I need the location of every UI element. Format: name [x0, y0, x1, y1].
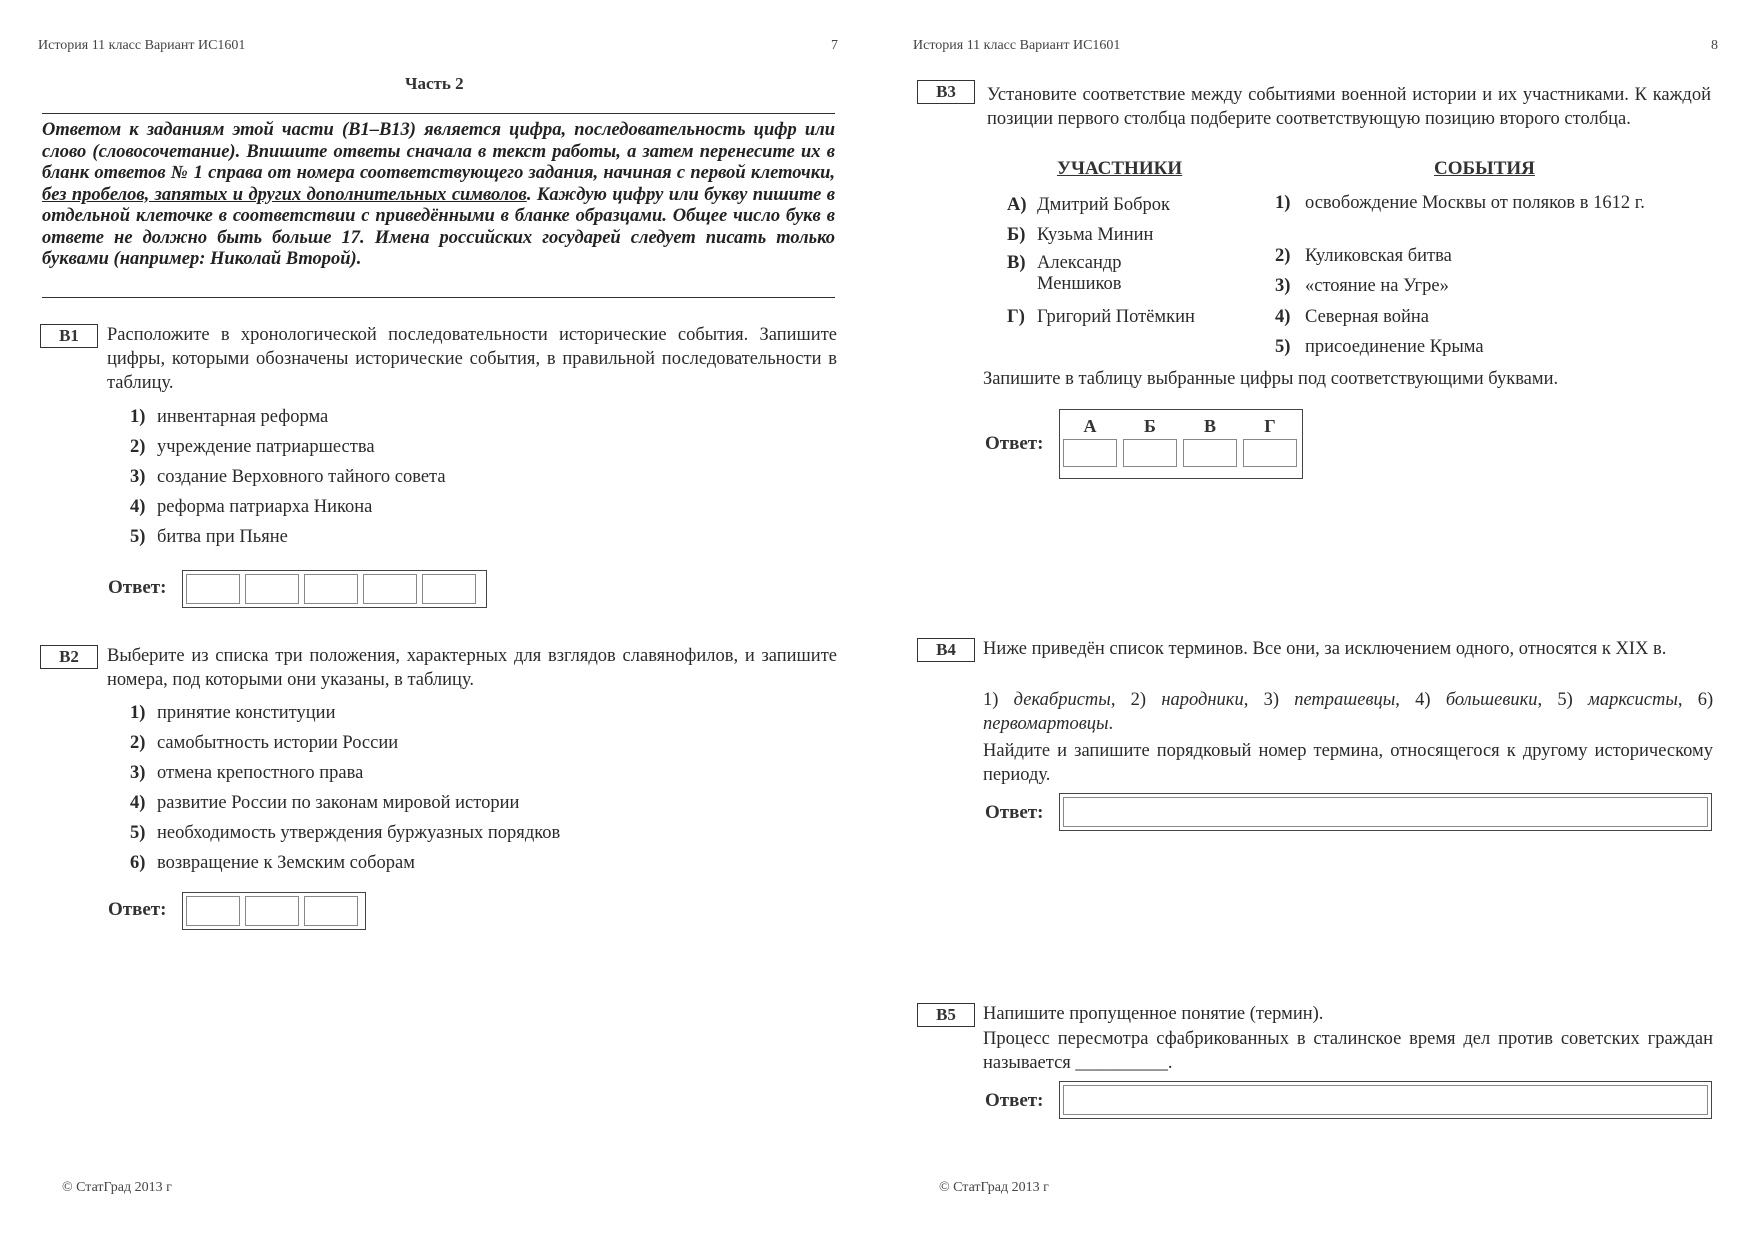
b5-answer-field[interactable] [1059, 1081, 1712, 1119]
participant-item: Г) Григорий Потёмкин [1007, 307, 1195, 327]
answer-label: Ответ: [985, 433, 1044, 454]
answer-cell[interactable] [245, 896, 299, 926]
b4-answer-field[interactable] [1059, 793, 1712, 831]
event-item: 4) Северная война [1275, 307, 1429, 327]
b1-answer-field[interactable] [182, 570, 487, 608]
option-item: 3) создание Верховного тайного совета [130, 467, 446, 487]
option-item: 1) принятие конституции [130, 703, 336, 723]
table-header-row [1063, 413, 1299, 439]
event-item: 2) Куликовская битва [1275, 246, 1452, 266]
event-item: 5) присоединение Крыма [1275, 337, 1484, 357]
option-item: 6) возвращение к Земским соборам [130, 853, 415, 873]
page-footer: © СтатГрад 2013 г [939, 1180, 1049, 1195]
b5-sentence: Процесс пересмотра сфабрикованных в сталинское время дел против советских граждан называется __________. [983, 1029, 1713, 1073]
task-tag-b2: В2 [40, 645, 98, 669]
participants-heading: УЧАСТНИКИ [1057, 158, 1183, 179]
answer-cell[interactable] [1123, 439, 1177, 467]
task-b3-text: Установите соответствие между событиями военной истории и их участниками. К каждой позиции первого столбца подберите соответствующую позицию второго столбца. [987, 85, 1711, 129]
part-title: Часть 2 [405, 74, 464, 93]
answer-label: Ответ: [985, 1090, 1044, 1111]
b3-answer-table[interactable] [1059, 409, 1303, 479]
task-tag-b5: В5 [917, 1003, 975, 1027]
answer-cell[interactable] [1063, 439, 1117, 467]
task-tag-b4: В4 [917, 638, 975, 662]
answer-cell[interactable] [245, 574, 299, 604]
option-item: 2) учреждение патриаршества [130, 437, 375, 457]
table-answer-row [1063, 439, 1299, 467]
participant-item: В) Александр Меншиков [1007, 253, 1122, 294]
task-b2-text: Выберите из списка три положения, характерных для взглядов славянофилов, и запишите номера, под которыми они указаны, в таблицу. [107, 646, 837, 690]
answer-label: Ответ: [108, 577, 167, 598]
participant-item: А) Дмитрий Боброк [1007, 195, 1170, 215]
part-instructions: Ответом к заданиям этой части (В1–В13) является цифра, последовательность цифр или слово (словосочетание). Впишите ответы сначала в текст работы, а затем перенесите их в бланк ответов № 1 справа от номера соответствующего задания, начиная с первой клеточки, без пробелов, запятых и других дополнительных символов. Каждую цифру или букву пишите в отдельной клеточке в соответствии с приведёнными в бланке образцами. Общее число букв в ответе не должно быть больше 17. Имена российских государей следует писать только буквами (например: Николай Второй). [42, 120, 835, 269]
page-number: 7 [831, 38, 838, 53]
answer-cell[interactable] [186, 896, 240, 926]
divider [42, 297, 835, 298]
answer-cell[interactable] [186, 574, 240, 604]
participant-item: Б) Кузьма Минин [1007, 225, 1154, 245]
page-number: 8 [1711, 38, 1718, 53]
task-b1-text: Расположите в хронологической последовательности исторические события. Запишите цифры, которыми обозначены исторические события, в правильной последовательности в таблицу. [107, 325, 837, 393]
event-item: 3) «стояние на Угре» [1275, 276, 1449, 296]
right-page [877, 0, 1754, 1239]
task-b5-text: Напишите пропущенное понятие (термин). [983, 1004, 1324, 1024]
answer-cell[interactable] [304, 896, 358, 926]
page-footer: © СтатГрад 2013 г [62, 1180, 172, 1195]
b3-instruction: Запишите в таблицу выбранные цифры под соответствующими буквами. [983, 369, 1559, 389]
b2-answer-field[interactable] [182, 892, 366, 930]
table-header-cell: А [1083, 416, 1097, 436]
option-item: 1) инвентарная реформа [130, 407, 329, 427]
table-header-cell: В [1203, 416, 1216, 436]
answer-label: Ответ: [985, 802, 1044, 823]
answer-cell[interactable] [1243, 439, 1297, 467]
option-item: 5) битва при Пьяне [130, 527, 288, 547]
page-header: История 11 класс Вариант ИС1601 [38, 38, 246, 53]
b4-question: Найдите и запишите порядковый номер термина, относящегося к другому историческому периоду. [983, 741, 1713, 785]
option-item: 5) необходимость утверждения буржуазных порядков [130, 823, 561, 843]
answer-cell[interactable] [363, 574, 417, 604]
table-header-cell: Г [1264, 416, 1276, 436]
option-item: 4) реформа патриарха Никона [130, 497, 373, 517]
option-item: 4) развитие России по законам мировой истории [130, 793, 520, 813]
event-item: 1) освобождение Москвы от поляков в 1612 г. [1275, 193, 1645, 213]
b4-terms-list: 1) декабристы, 2) народники, 3) петрашевцы, 4) большевики, 5) марксисты, 6) первомартовцы. [983, 690, 1714, 734]
divider [42, 113, 835, 114]
task-tag-b3: В3 [917, 80, 975, 104]
option-item: 3) отмена крепостного права [130, 763, 364, 783]
answer-label: Ответ: [108, 899, 167, 920]
table-header-cell: Б [1144, 416, 1156, 436]
answer-cell[interactable] [422, 574, 476, 604]
task-tag-b1: В1 [40, 324, 98, 348]
events-heading: СОБЫТИЯ [1434, 158, 1535, 179]
task-b4-text: Ниже приведён список терминов. Все они, за исключением одного, относятся к XIX в. [983, 639, 1667, 659]
answer-cell[interactable] [1183, 439, 1237, 467]
answer-cell[interactable] [304, 574, 358, 604]
option-item: 2) самобытность истории России [130, 733, 399, 753]
page-header: История 11 класс Вариант ИС1601 [913, 38, 1121, 53]
